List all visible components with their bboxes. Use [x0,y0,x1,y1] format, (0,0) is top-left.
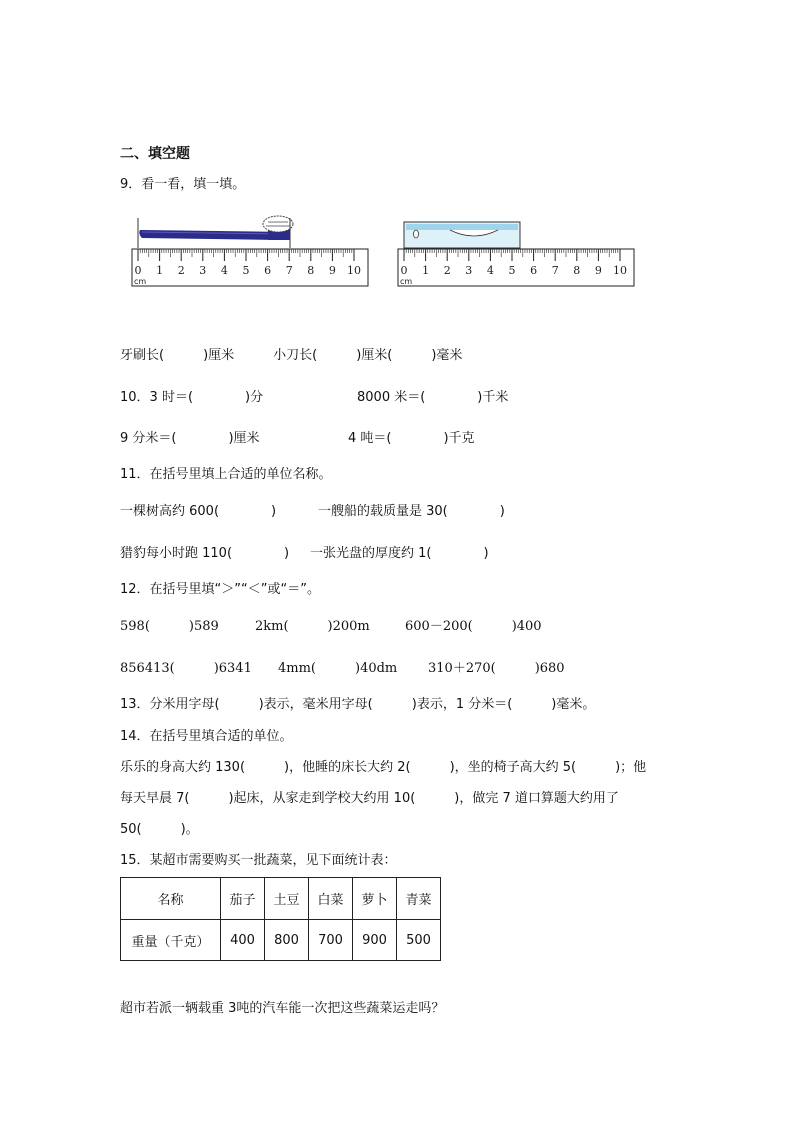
table-cell: 900 [353,920,397,961]
q10-line1-right: 8000 米＝( )千米 [357,390,509,405]
q11-stem: 11．在括号里填上合适的单位名称。 [120,467,332,482]
ruler-tick-label: 1 [422,264,430,277]
q11-line1-left: 一棵树高约 600( ) [120,504,277,519]
q11-line1-right: 一艘船的载质量是 30( ) [318,504,505,519]
q10-line1-left: 10．3 时＝( )分 [120,390,264,405]
table-cell: 400 [221,920,265,961]
ruler-tick-label: 0 [134,264,142,277]
ruler-tick-label: 4 [486,264,494,277]
table-cell: 500 [397,920,441,961]
ruler-tick-label: 10 [347,264,361,277]
ruler-tick-label: 2 [177,264,185,277]
q11-line2-right: 一张光盘的厚度约 1( ) [310,546,489,561]
q12-row2-b: 4mm( )40dm [278,661,398,676]
ruler-tick-label: 10 [613,264,627,277]
ruler-tick-label: 0 [400,264,408,277]
ruler-tick-label: 8 [307,264,315,277]
toothbrush-handle [139,230,290,240]
ruler-tick-label: 1 [156,264,164,277]
ruler-tick-label: 6 [264,264,272,277]
q10-line2-right: 4 吨＝( )千克 [348,431,475,446]
section-title: 二、填空题 [120,146,190,162]
ruler-tick-label: 5 [242,264,250,277]
table-cell: 700 [309,920,353,961]
table-cell: 萝卜 [353,878,397,920]
ruler-tick-label: 9 [594,264,602,277]
q14-line2: 每天早晨 7( )起床，从家走到学校大约用 10( )，做完 7 道口算题大约用了 [120,791,619,806]
table-header-row [121,878,441,920]
q12-row1-b: 2km( )200m [255,619,370,634]
table-cell: 800 [265,920,309,961]
ruler-tick-label: 8 [573,264,581,277]
q12-row1-c: 600－200( )400 [405,619,542,634]
ruler-tick-label: 2 [443,264,451,277]
q12-row2-c: 310＋270( )680 [428,661,565,676]
table-cell: 土豆 [265,878,309,920]
ruler-tick-label: 7 [551,264,559,277]
vegetable-table [120,877,441,961]
table-cell: 名称 [121,878,221,920]
q15-stem: 15．某超市需要购买一批蔬菜，见下面统计表： [120,853,397,868]
table-cell: 重量（千克） [121,920,221,961]
ruler-tick-label: 4 [220,264,228,277]
q12-row1-a: 598( )589 [120,619,219,634]
q12-stem: 12．在括号里填“＞”“＜”或“＝”。 [120,582,320,597]
q9-answer-line: 牙刷长( )厘米 小刀长( )厘米( )毫米 [120,348,463,363]
q12-row2-a: 856413( )6341 [120,661,252,676]
ruler-unit: cm [134,277,147,286]
table-row [121,920,441,961]
ruler-tick-label: 9 [328,264,336,277]
q9-stem: 9．看一看，填一填。 [120,177,246,192]
toothbrush-ruler-figure [128,212,373,290]
q14-stem: 14．在括号里填合适的单位。 [120,729,293,744]
q15-question: 超市若派一辆载重 3吨的汽车能一次把这些蔬菜运走吗？ [120,1001,445,1016]
q14-line1: 乐乐的身高大约 130( )，他睡的床长大约 2( )，坐的椅子高大约 5( )；他 [120,760,647,775]
ruler-tick-label: 6 [530,264,538,277]
ruler-tick-label: 3 [465,264,473,277]
table-cell: 青菜 [397,878,441,920]
ruler-tick-label: 7 [285,264,293,277]
table-cell: 茄子 [221,878,265,920]
ruler-unit: cm [400,277,413,286]
q13-text: 13．分米用字母( )表示，毫米用字母( )表示，1 分米＝( )毫米。 [120,697,596,712]
knife-ruler-figure [394,212,639,290]
table-cell: 白菜 [309,878,353,920]
q14-line3: 50( )。 [120,822,199,837]
q11-line2-left: 猎豹每小时跑 110( ) [120,546,290,561]
q10-line2-left: 9 分米＝( )厘米 [120,431,260,446]
ruler-tick-label: 3 [199,264,207,277]
ruler-tick-label: 5 [508,264,516,277]
